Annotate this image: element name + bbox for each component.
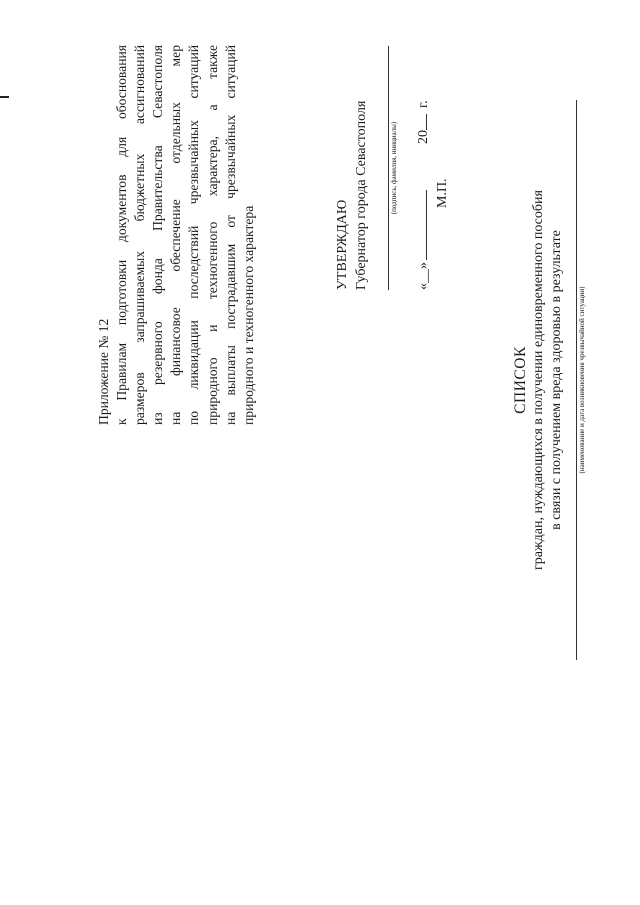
appendix-title: Приложение № 12 xyxy=(96,318,111,425)
list-title: СПИСОК xyxy=(512,346,529,414)
appendix-block xyxy=(95,45,258,425)
signature-caption: (подпись, фамилия, инициалы) xyxy=(390,121,398,215)
signature-line xyxy=(371,46,389,290)
date-day: «__» xyxy=(416,262,431,290)
appendix-line: размеров запрашиваемых бюджетных ассигнований xyxy=(132,45,148,425)
appendix-line: к Правилам подготовки документов для обоснования xyxy=(114,45,130,425)
scan-mark xyxy=(0,96,9,98)
situation-caption: (наименование и дата возникновения чрезвычайной ситуации) xyxy=(578,286,586,474)
date-month-blank xyxy=(412,190,427,260)
list-subtitle-line1: граждан, нуждающихся в получении единовременного пособия xyxy=(531,190,546,570)
date-year-blank xyxy=(412,114,427,130)
approval-position: Губернатор города Севастополя xyxy=(354,100,369,290)
date-year-prefix: 20 xyxy=(416,130,431,144)
date-year-suffix: г. xyxy=(416,100,431,108)
appendix-line: по ликвидации последствий чрезвычайных ситуаций xyxy=(186,45,202,425)
appendix-line: природного и техногенного характера xyxy=(240,205,256,425)
list-subtitle-line2: в связи с получением вреда здоровью в результате xyxy=(549,230,564,530)
appendix-line: природного и техногенного характера, а также xyxy=(204,45,220,425)
appendix-line: на финансовое обеспечение отдельных мер xyxy=(168,45,184,425)
appendix-line: из резервного фонда Правительства Севастополя xyxy=(150,45,166,425)
appendix-line: на выплаты пострадавшим от чрезвычайных ситуаций xyxy=(222,45,238,425)
situation-line xyxy=(568,100,577,660)
approval-heading: УТВЕРЖДАЮ xyxy=(335,199,350,290)
stamp-label: М.П. xyxy=(435,178,450,208)
list-block xyxy=(512,100,587,660)
approval-date-line xyxy=(412,50,433,290)
approval-block xyxy=(333,50,452,290)
